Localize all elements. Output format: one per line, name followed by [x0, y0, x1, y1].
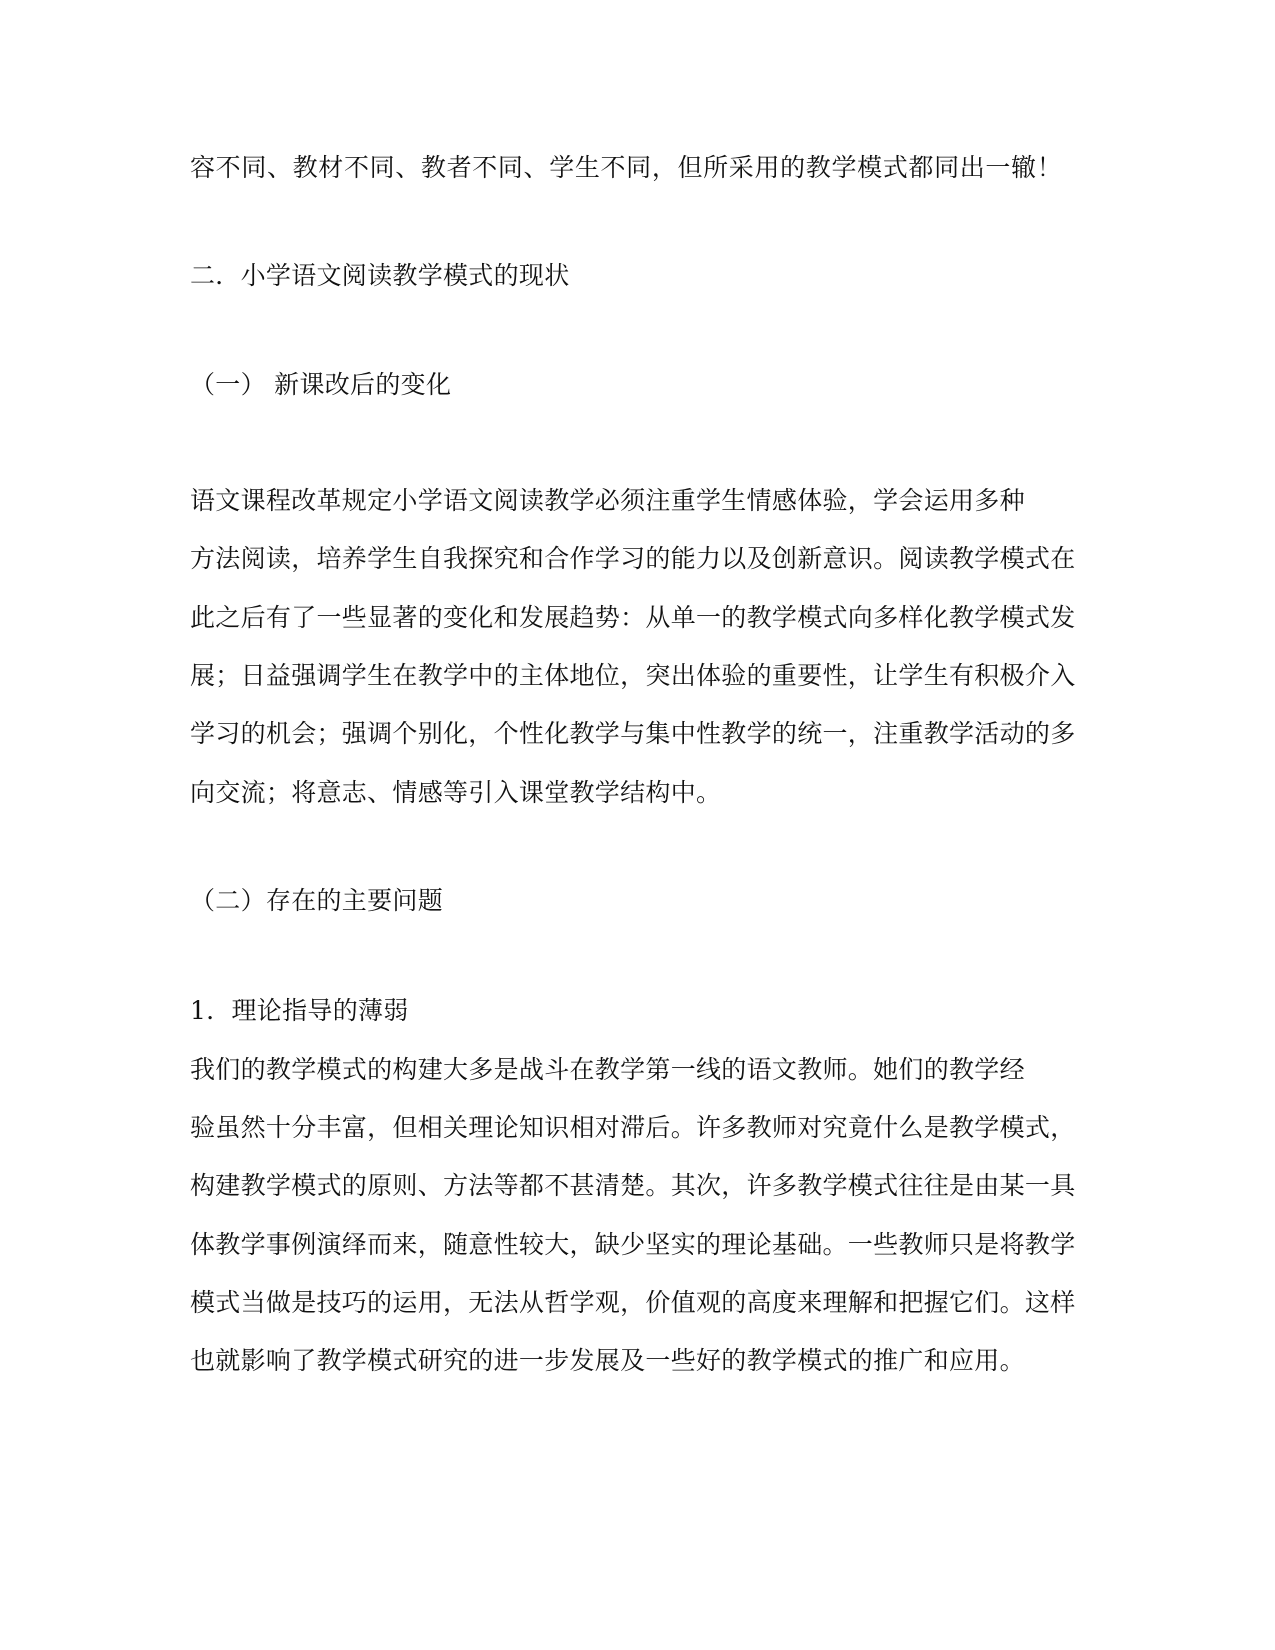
paragraph-line: 体教学事例演绎而来，随意性较大，缺少坚实的理论基础。一些教师只是将教学 — [190, 1230, 1076, 1259]
paragraph-line: 方法阅读，培养学生自我探究和合作学习的能力以及创新意识。阅读教学模式在 — [190, 544, 1076, 573]
paragraph-line: 学习的机会；强调个别化，个性化教学与集中性教学的统一，注重教学活动的多 — [190, 719, 1076, 748]
point-one-heading: 1．理论指导的薄弱 — [190, 996, 409, 1025]
subsection-two-heading: （二）存在的主要问题 — [190, 886, 444, 915]
subsection-one-heading: （一） 新课改后的变化 — [190, 370, 452, 399]
paragraph-line: 向交流；将意志、情感等引入课堂教学结构中。 — [190, 778, 722, 807]
paragraph-line: 我们的教学模式的构建大多是战斗在教学第一线的语文教师。她们的教学经 — [190, 1055, 1025, 1084]
intro-line: 容不同、教材不同、教者不同、学生不同，但所采用的教学模式都同出一辙！ — [190, 153, 1062, 182]
paragraph-line: 此之后有了一些显著的变化和发展趋势：从单一的教学模式向多样化教学模式发 — [190, 603, 1076, 632]
paragraph-line: 也就影响了教学模式研究的进一步发展及一些好的教学模式的推广和应用。 — [190, 1346, 1025, 1375]
paragraph-line: 展；日益强调学生在教学中的主体地位，突出体验的重要性，让学生有积极介入 — [190, 661, 1076, 690]
paragraph-line: 构建教学模式的原则、方法等都不甚清楚。其次，许多教学模式往往是由某一具 — [190, 1171, 1076, 1200]
paragraph-line: 模式当做是技巧的运用，无法从哲学观，价值观的高度来理解和把握它们。这样 — [190, 1288, 1076, 1317]
section-two-heading: 二．小学语文阅读教学模式的现状 — [190, 261, 570, 290]
paragraph-line: 验虽然十分丰富，但相关理论知识相对滞后。许多教师对究竟什么是教学模式， — [190, 1113, 1076, 1142]
paragraph-line: 语文课程改革规定小学语文阅读教学必须注重学生情感体验，学会运用多种 — [190, 486, 1025, 515]
